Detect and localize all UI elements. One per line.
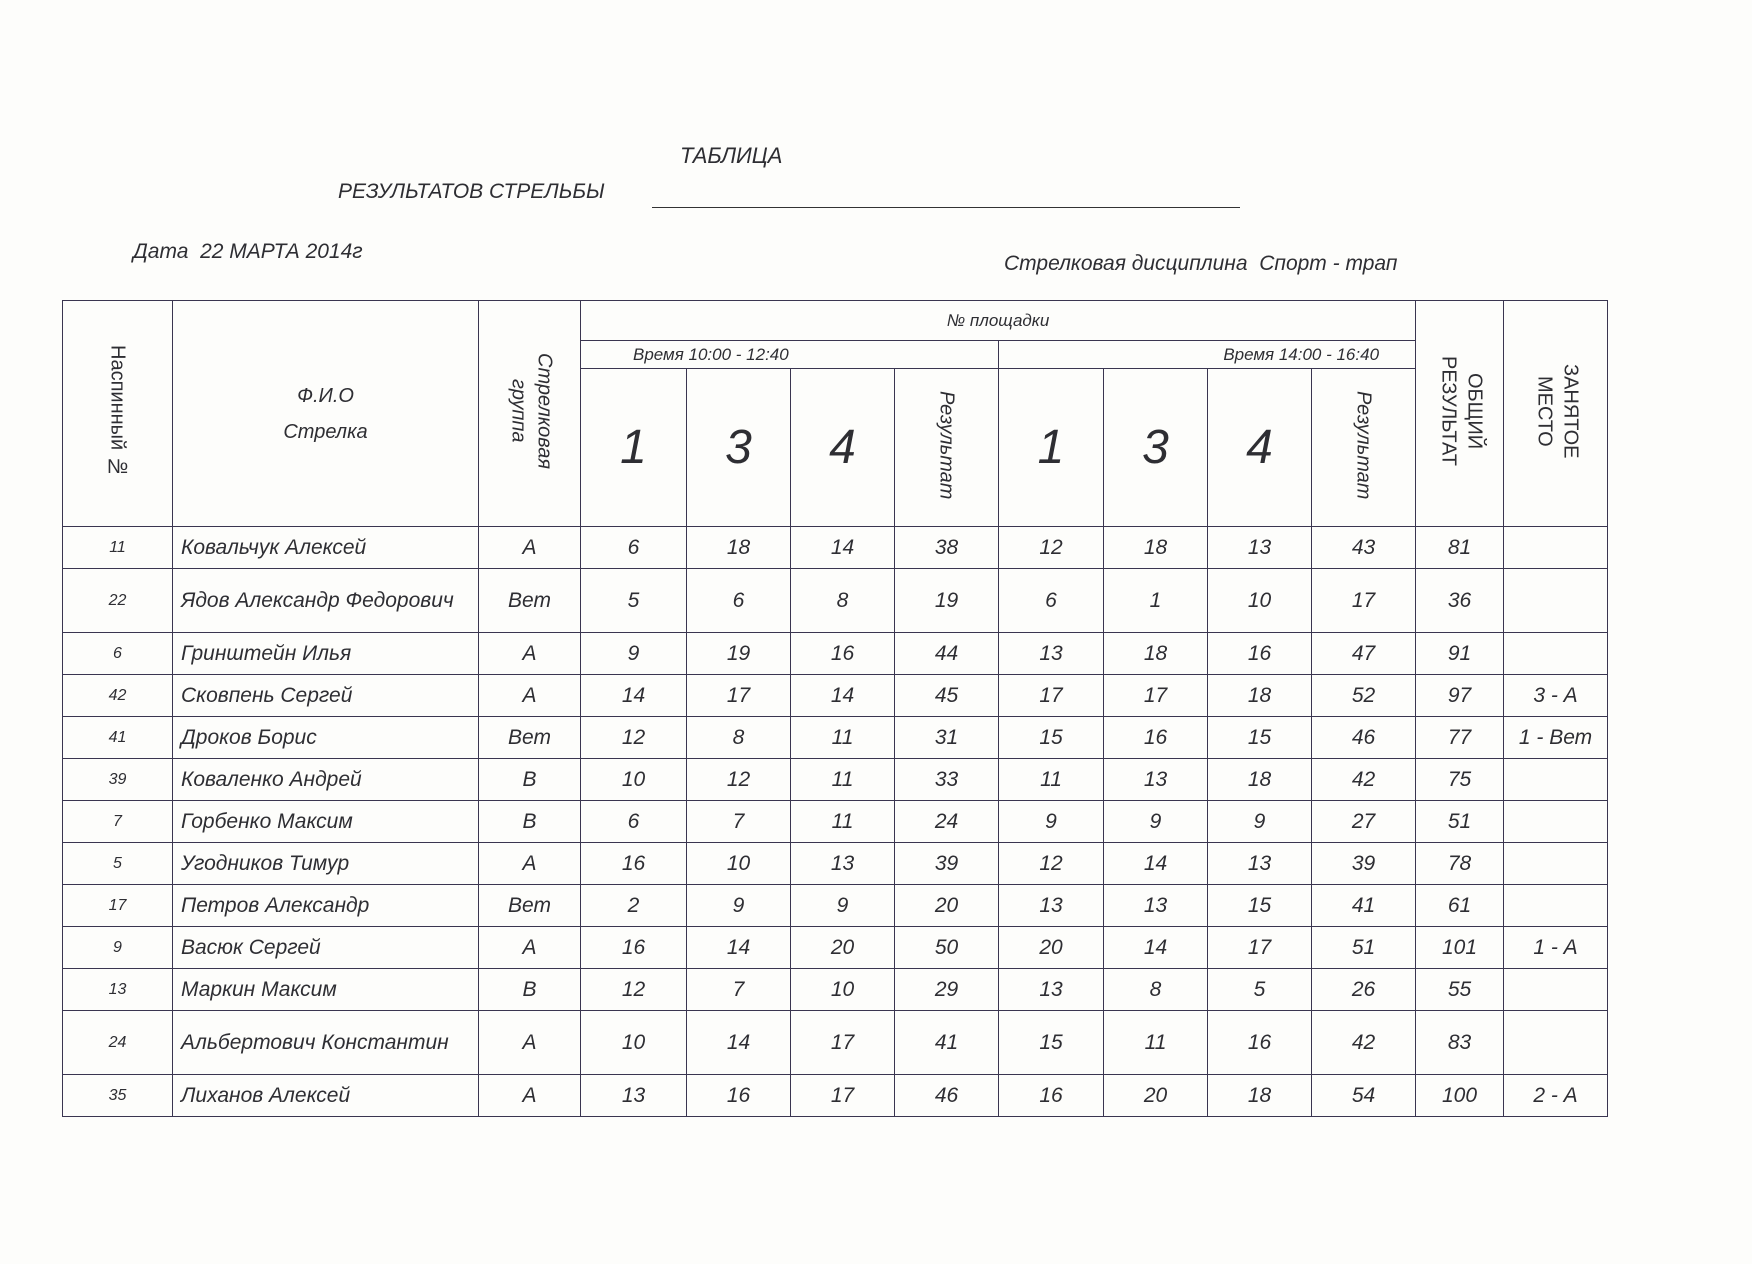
s2-range-1-cell: 9: [999, 801, 1104, 843]
name-cell: Сковпень Сергей: [173, 675, 479, 717]
s1-result-cell: 31: [895, 717, 999, 759]
bib-cell: 17: [63, 885, 173, 927]
s1-range-1-cell: 6: [581, 801, 687, 843]
bib-cell: 35: [63, 1075, 173, 1117]
s1-range-4-cell: 20: [791, 927, 895, 969]
s1-range-1-cell: 14: [581, 675, 687, 717]
name-cell: Горбенко Максим: [173, 801, 479, 843]
table-row: [63, 1075, 1608, 1117]
s2-result-cell: 27: [1312, 801, 1416, 843]
s1-range-4-cell: 17: [791, 1075, 895, 1117]
s1-result-cell: 39: [895, 843, 999, 885]
s2-range-3-cell: 8: [1104, 969, 1208, 1011]
s1-range-4-cell: 16: [791, 633, 895, 675]
group-cell: А: [479, 1075, 581, 1117]
s2-range-1-cell: 15: [999, 717, 1104, 759]
s2-range-1-cell: 13: [999, 633, 1104, 675]
total-cell: 100: [1416, 1075, 1504, 1117]
s1-range-3-cell: 6: [687, 569, 791, 633]
group-cell: А: [479, 633, 581, 675]
total-cell: 97: [1416, 675, 1504, 717]
group-cell: А: [479, 675, 581, 717]
s1-result-cell: 46: [895, 1075, 999, 1117]
bib-cell: 13: [63, 969, 173, 1011]
s2-range-1-cell: 17: [999, 675, 1104, 717]
group-cell: Вет: [479, 717, 581, 759]
place-cell: [1504, 759, 1608, 801]
name-cell: Гринштейн Илья: [173, 633, 479, 675]
place-cell: [1504, 843, 1608, 885]
s2-range-1-cell: 13: [999, 969, 1104, 1011]
name-cell: Альбертович Константин: [173, 1011, 479, 1075]
name-cell: Маркин Максим: [173, 969, 479, 1011]
header-s2-range-4: 4: [1208, 369, 1312, 527]
s1-result-cell: 20: [895, 885, 999, 927]
blank-fill-line: [652, 207, 1240, 208]
total-cell: 75: [1416, 759, 1504, 801]
total-cell: 77: [1416, 717, 1504, 759]
s2-range-4-cell: 15: [1208, 885, 1312, 927]
s1-range-1-cell: 16: [581, 843, 687, 885]
s2-result-cell: 54: [1312, 1075, 1416, 1117]
table-row: [63, 885, 1608, 927]
place-cell: [1504, 527, 1608, 569]
bib-cell: 39: [63, 759, 173, 801]
s1-range-4-cell: 13: [791, 843, 895, 885]
place-cell: 1 - Вет: [1504, 717, 1608, 759]
place-cell: [1504, 885, 1608, 927]
s2-result-cell: 41: [1312, 885, 1416, 927]
s1-range-4-cell: 11: [791, 717, 895, 759]
header-range: № площадки: [581, 301, 1416, 341]
document-title: ТАБЛИЦА: [680, 143, 783, 168]
table-row: [63, 969, 1608, 1011]
s2-range-4-cell: 9: [1208, 801, 1312, 843]
group-cell: В: [479, 969, 581, 1011]
s2-range-3-cell: 13: [1104, 885, 1208, 927]
date-line: [133, 240, 363, 264]
s2-result-cell: 47: [1312, 633, 1416, 675]
s1-range-4-cell: 14: [791, 675, 895, 717]
s1-result-cell: 38: [895, 527, 999, 569]
header-s1-range-1: 1: [581, 369, 687, 527]
date-label: Дата: [133, 240, 189, 263]
group-cell: В: [479, 801, 581, 843]
s1-range-1-cell: 12: [581, 969, 687, 1011]
s2-result-cell: 51: [1312, 927, 1416, 969]
s1-range-3-cell: 14: [687, 927, 791, 969]
table-row: [63, 633, 1608, 675]
table-row: [63, 843, 1608, 885]
table-row: [63, 717, 1608, 759]
header-name-line1: Ф.И.О: [297, 384, 354, 407]
s2-range-1-cell: 13: [999, 885, 1104, 927]
group-cell: А: [479, 843, 581, 885]
header-s1-range-4: 4: [791, 369, 895, 527]
place-cell: 1 - А: [1504, 927, 1608, 969]
s1-range-1-cell: 13: [581, 1075, 687, 1117]
header-s2-result: Результат: [1312, 369, 1416, 527]
name-cell: Угодников Тимур: [173, 843, 479, 885]
bib-cell: 5: [63, 843, 173, 885]
s2-range-1-cell: 15: [999, 1011, 1104, 1075]
s1-range-3-cell: 7: [687, 801, 791, 843]
total-cell: 78: [1416, 843, 1504, 885]
header-s1-result: Результат: [895, 369, 999, 527]
total-cell: 51: [1416, 801, 1504, 843]
bib-cell: 24: [63, 1011, 173, 1075]
group-cell: Вет: [479, 885, 581, 927]
s2-range-3-cell: 16: [1104, 717, 1208, 759]
document-subtitle: РЕЗУЛЬТАТОВ СТРЕЛЬБЫ: [338, 180, 605, 203]
name-cell: Васюк Сергей: [173, 927, 479, 969]
bib-cell: 9: [63, 927, 173, 969]
s1-range-3-cell: 12: [687, 759, 791, 801]
group-cell: А: [479, 527, 581, 569]
s2-range-4-cell: 13: [1208, 843, 1312, 885]
total-cell: 91: [1416, 633, 1504, 675]
s1-range-4-cell: 14: [791, 527, 895, 569]
s1-result-cell: 33: [895, 759, 999, 801]
place-cell: 2 - А: [1504, 1075, 1608, 1117]
s2-result-cell: 46: [1312, 717, 1416, 759]
header-name-line2: Стрелка: [283, 420, 368, 443]
place-cell: [1504, 633, 1608, 675]
date-value: 22 МАРТА 2014г: [200, 240, 363, 263]
name-cell: Коваленко Андрей: [173, 759, 479, 801]
s1-range-4-cell: 9: [791, 885, 895, 927]
table-row: [63, 759, 1608, 801]
s2-range-4-cell: 18: [1208, 759, 1312, 801]
s2-range-4-cell: 18: [1208, 1075, 1312, 1117]
discipline-label: Стрелковая дисциплина: [1004, 252, 1248, 275]
s2-range-3-cell: 13: [1104, 759, 1208, 801]
s1-range-1-cell: 5: [581, 569, 687, 633]
s1-result-cell: 50: [895, 927, 999, 969]
s2-result-cell: 42: [1312, 759, 1416, 801]
name-cell: Лиханов Алексей: [173, 1075, 479, 1117]
table-row: [63, 675, 1608, 717]
s2-range-3-cell: 14: [1104, 927, 1208, 969]
table-row: [63, 1011, 1608, 1075]
s2-range-1-cell: 12: [999, 527, 1104, 569]
s2-result-cell: 26: [1312, 969, 1416, 1011]
s1-range-1-cell: 2: [581, 885, 687, 927]
name-cell: Ковальчук Алексей: [173, 527, 479, 569]
s1-range-3-cell: 7: [687, 969, 791, 1011]
s2-range-1-cell: 16: [999, 1075, 1104, 1117]
total-cell: 101: [1416, 927, 1504, 969]
name-cell: Ядов Александр Федорович: [173, 569, 479, 633]
s2-result-cell: 52: [1312, 675, 1416, 717]
s2-range-4-cell: 10: [1208, 569, 1312, 633]
s1-range-4-cell: 10: [791, 969, 895, 1011]
s2-range-3-cell: 17: [1104, 675, 1208, 717]
header-session-2: Время 14:00 - 16:40: [999, 341, 1416, 369]
table-row: [63, 927, 1608, 969]
s1-range-1-cell: 10: [581, 759, 687, 801]
s1-range-1-cell: 6: [581, 527, 687, 569]
s2-range-4-cell: 16: [1208, 1011, 1312, 1075]
discipline-value: Спорт - трап: [1259, 252, 1398, 275]
s1-range-3-cell: 10: [687, 843, 791, 885]
s2-range-4-cell: 15: [1208, 717, 1312, 759]
s1-range-4-cell: 11: [791, 801, 895, 843]
bib-cell: 41: [63, 717, 173, 759]
table-row: [63, 569, 1608, 633]
group-cell: А: [479, 927, 581, 969]
s2-result-cell: 17: [1312, 569, 1416, 633]
s1-result-cell: 29: [895, 969, 999, 1011]
header-group: Стрелковая группа: [479, 301, 581, 527]
results-table: [62, 300, 1608, 1117]
header-place: ЗАНЯТОЕ МЕСТО: [1504, 301, 1608, 527]
header-bib: Наспинный №: [63, 301, 173, 527]
total-cell: 81: [1416, 527, 1504, 569]
s1-range-3-cell: 17: [687, 675, 791, 717]
place-cell: [1504, 969, 1608, 1011]
bib-cell: 22: [63, 569, 173, 633]
place-cell: 3 - А: [1504, 675, 1608, 717]
name-cell: Дроков Борис: [173, 717, 479, 759]
bib-cell: 6: [63, 633, 173, 675]
s1-result-cell: 41: [895, 1011, 999, 1075]
s2-range-3-cell: 1: [1104, 569, 1208, 633]
s1-range-1-cell: 12: [581, 717, 687, 759]
s1-result-cell: 19: [895, 569, 999, 633]
s1-range-1-cell: 9: [581, 633, 687, 675]
s2-range-3-cell: 9: [1104, 801, 1208, 843]
s1-range-3-cell: 9: [687, 885, 791, 927]
bib-cell: 7: [63, 801, 173, 843]
s1-range-4-cell: 11: [791, 759, 895, 801]
s2-range-1-cell: 6: [999, 569, 1104, 633]
s1-range-4-cell: 8: [791, 569, 895, 633]
place-cell: [1504, 801, 1608, 843]
name-cell: Петров Александр: [173, 885, 479, 927]
s2-range-3-cell: 18: [1104, 633, 1208, 675]
total-cell: 55: [1416, 969, 1504, 1011]
group-cell: Вет: [479, 569, 581, 633]
s2-result-cell: 43: [1312, 527, 1416, 569]
bib-cell: 11: [63, 527, 173, 569]
header-s1-range-3: 3: [687, 369, 791, 527]
place-cell: [1504, 569, 1608, 633]
s1-range-3-cell: 8: [687, 717, 791, 759]
header-s2-range-3: 3: [1104, 369, 1208, 527]
s1-result-cell: 44: [895, 633, 999, 675]
s1-range-1-cell: 16: [581, 927, 687, 969]
s1-range-3-cell: 19: [687, 633, 791, 675]
total-cell: 61: [1416, 885, 1504, 927]
group-cell: А: [479, 1011, 581, 1075]
s1-range-1-cell: 10: [581, 1011, 687, 1075]
s2-range-3-cell: 18: [1104, 527, 1208, 569]
s2-range-1-cell: 12: [999, 843, 1104, 885]
total-cell: 36: [1416, 569, 1504, 633]
total-cell: 83: [1416, 1011, 1504, 1075]
s2-range-4-cell: 16: [1208, 633, 1312, 675]
header-session-1: Время 10:00 - 12:40: [581, 341, 999, 369]
s2-range-4-cell: 5: [1208, 969, 1312, 1011]
s1-range-3-cell: 18: [687, 527, 791, 569]
s2-range-4-cell: 18: [1208, 675, 1312, 717]
s2-range-4-cell: 13: [1208, 527, 1312, 569]
s2-range-3-cell: 20: [1104, 1075, 1208, 1117]
s2-range-3-cell: 11: [1104, 1011, 1208, 1075]
s2-result-cell: 42: [1312, 1011, 1416, 1075]
s1-range-3-cell: 14: [687, 1011, 791, 1075]
table-row: [63, 527, 1608, 569]
group-cell: В: [479, 759, 581, 801]
s2-range-3-cell: 14: [1104, 843, 1208, 885]
header-total: ОБЩИЙ РЕЗУЛЬТАТ: [1416, 301, 1504, 527]
place-cell: [1504, 1011, 1608, 1075]
s1-range-3-cell: 16: [687, 1075, 791, 1117]
s1-result-cell: 24: [895, 801, 999, 843]
header-s2-range-1: 1: [999, 369, 1104, 527]
s2-range-1-cell: 20: [999, 927, 1104, 969]
s1-result-cell: 45: [895, 675, 999, 717]
table-row: [63, 801, 1608, 843]
s2-range-1-cell: 11: [999, 759, 1104, 801]
discipline-line: [1004, 252, 1397, 276]
header-name: [173, 301, 479, 527]
s2-result-cell: 39: [1312, 843, 1416, 885]
bib-cell: 42: [63, 675, 173, 717]
s1-range-4-cell: 17: [791, 1011, 895, 1075]
s2-range-4-cell: 17: [1208, 927, 1312, 969]
